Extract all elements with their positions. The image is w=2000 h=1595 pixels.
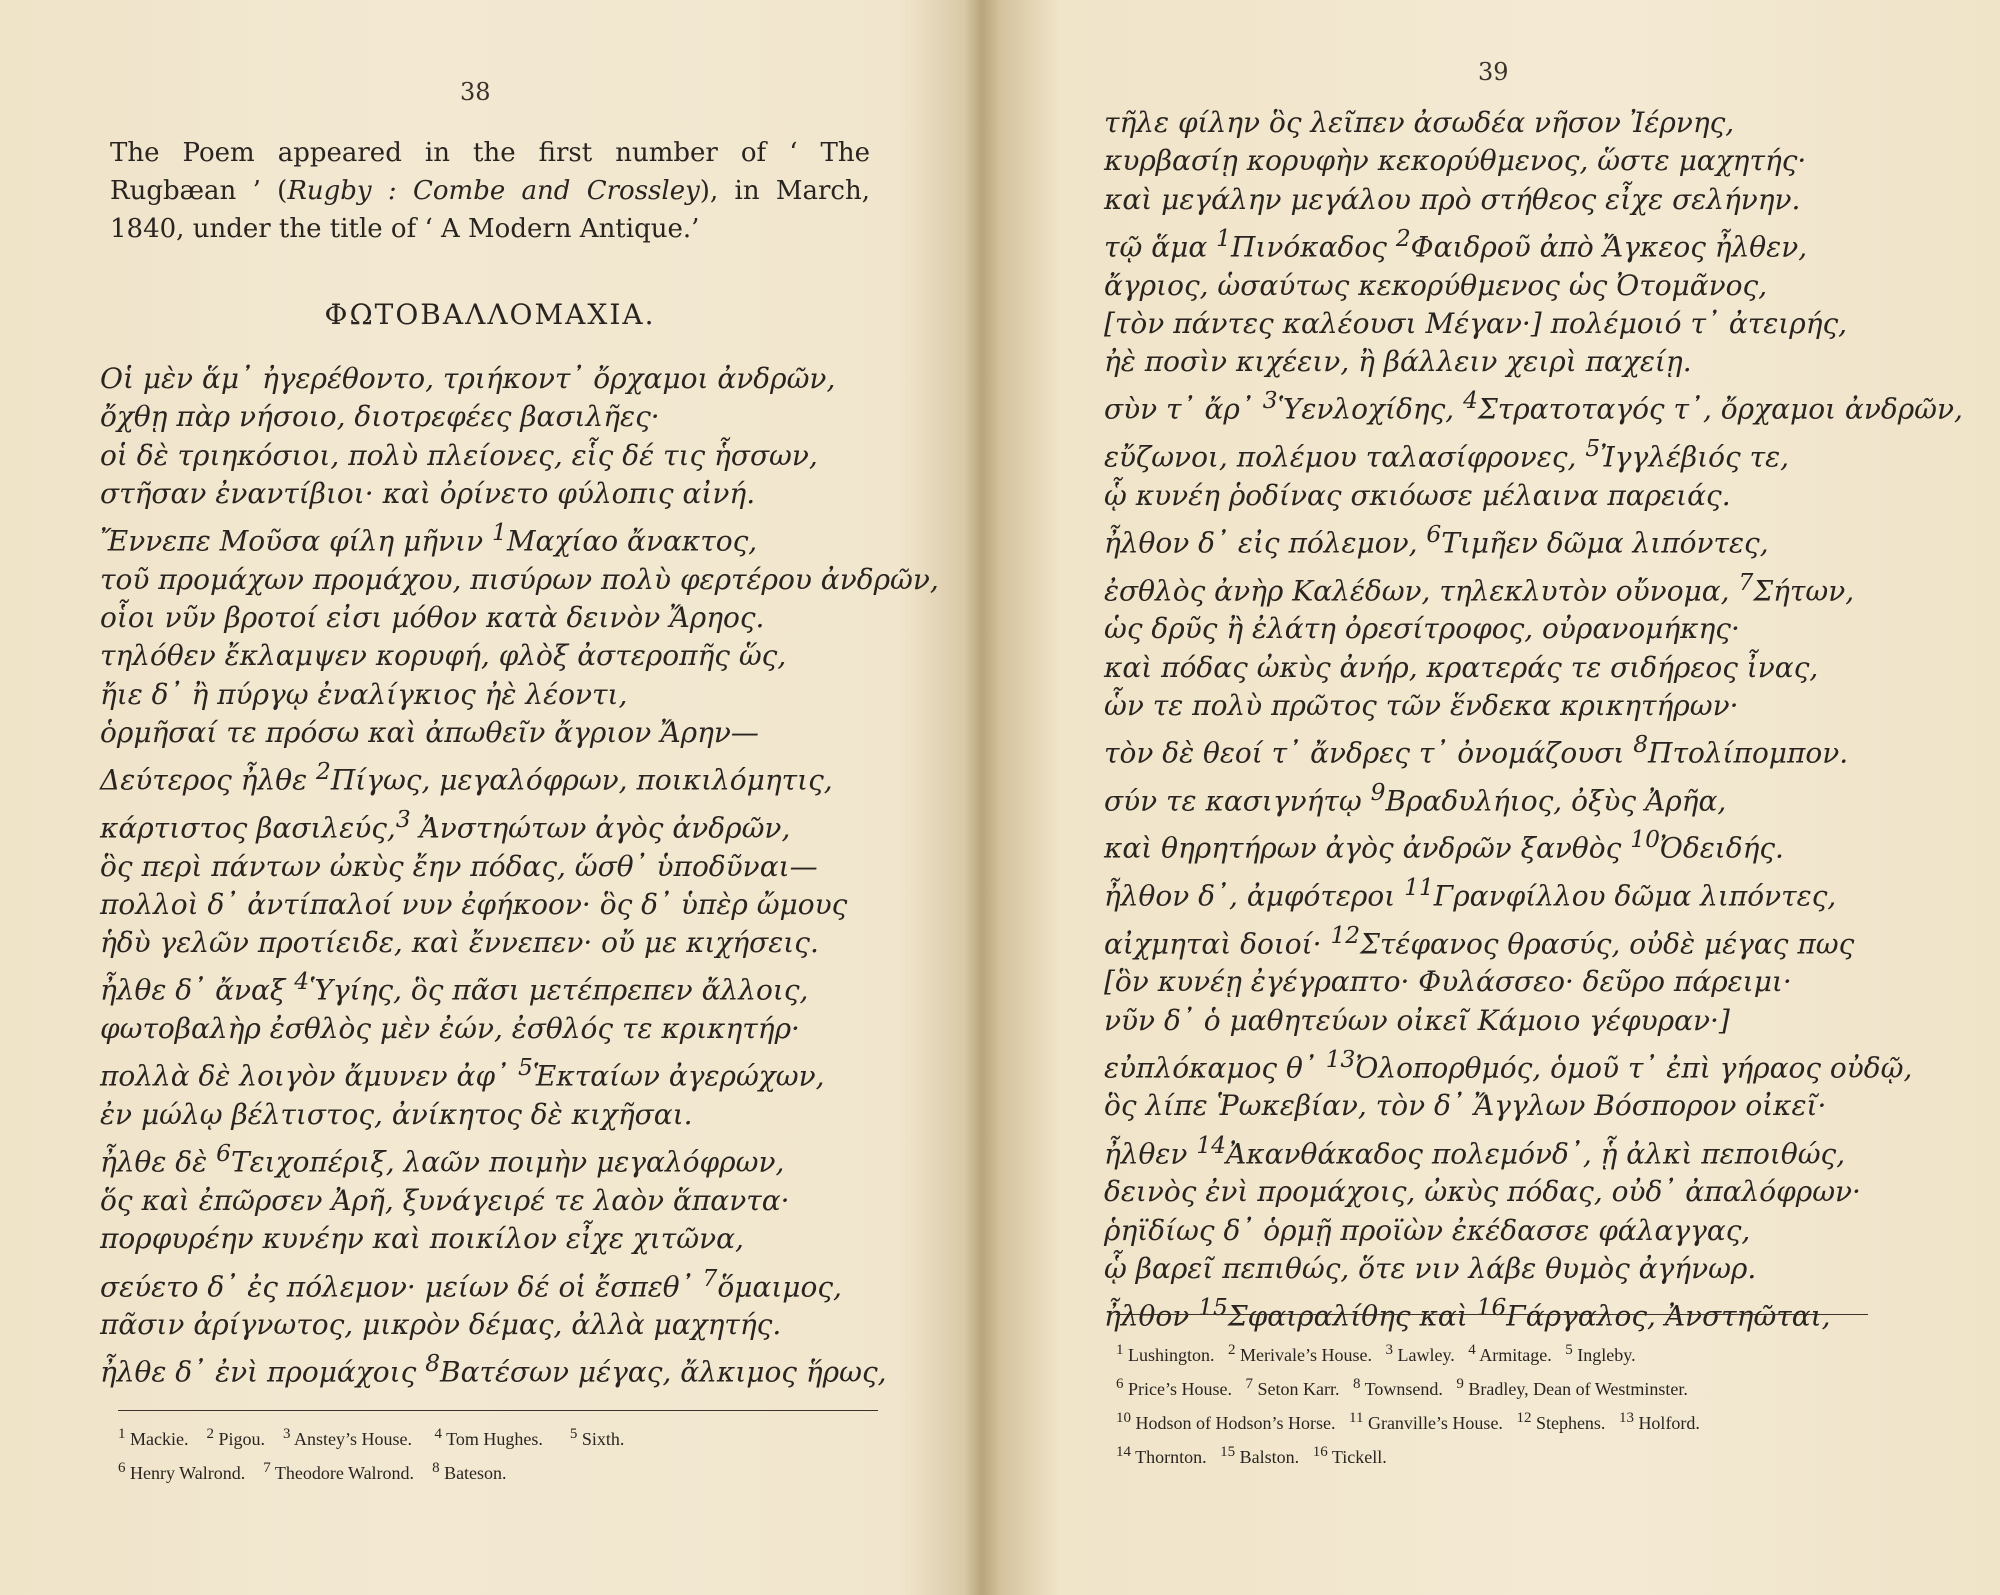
verse-line: πᾶσιν ἀρίγνωτος, μικρὸν δέμας, ἀλλὰ μαχητής.	[100, 1308, 782, 1342]
verse-line: σεύετο δ᾽ ἐς πόλεμον· μείων δέ οἱ ἔσπεθ᾽ $^7$ὅμαιμος,	[100, 1263, 842, 1303]
footnote-rule	[118, 1410, 878, 1411]
verse-line: ὁρμῆσαί τε πρόσω καὶ ἀπωθεῖν ἄγριον Ἄρην—	[100, 716, 759, 749]
verse-line: [τὸν πάντες καλέουσι Μέγαν·] πολέμοιό τ᾽ ἀτειρής,	[1104, 306, 1848, 340]
verse-line: ᾧ κυνέη ῥοδίνας σκιόωσε μέλαινα παρειάς.	[1104, 478, 1731, 512]
verse-block	[1104, 104, 1963, 1336]
verse-line: αἰχμηταὶ δοιοί· $^{12}$Στέφανος θρασύς, οὐδὲ μέγας πως	[1104, 920, 1855, 960]
poem-title: ΦΩΤΟΒΑΛΛΟΜΑΧΙΑ.	[324, 298, 656, 331]
verse-line: ἦλθε δὲ $^6$Τειχοπέριξ, λαῶν ποιμὴν μεγαλόφρων,	[100, 1139, 785, 1179]
footnote-line: $^6$ Henry Walrond. $^7$ Theodore Walrond. $^8$ Bateson.	[118, 1460, 507, 1483]
verse-line: πολλοὶ δ᾽ ἀντίπαλοί νυν ἐφήκοον· ὃς δ᾽ ὑπὲρ ὤμους	[100, 887, 848, 921]
verse-line: ὃς λίπε Ῥωκεβίαν, τὸν δ᾽ Ἄγγλων Βόσπορον οἰκεῖ·	[1104, 1089, 1827, 1123]
verse-line: ἐσθλὸς ἀνὴρ Καλέδων, τηλεκλυτὸν οὔνομα, $^7$Σήτων,	[1104, 567, 1855, 607]
verse-line: ῥηϊδίως δ᾽ ὁρμῇ προϊὼν ἐκέδασσε φάλαγγας,	[1104, 1213, 1751, 1247]
verse-line: εὐπλόκαμος θ᾽ $^{13}$Ὀλοπορθμός, ὁμοῦ τ᾽ ἐπὶ γήραος οὐδῷ,	[1104, 1044, 1913, 1085]
verse-line: τοῦ προμάχων προμάχου, πισύρων πολὺ φερτέρου ἀνδρῶν,	[100, 562, 939, 596]
page-number: 39	[1478, 58, 1509, 86]
verse-line: δεινὸς ἐνὶ προμάχοις, ὠκὺς πόδας, οὐδ᾽ ἀπαλόφρων·	[1104, 1175, 1861, 1209]
intro-paragraph	[110, 134, 870, 248]
verse-line: στῆσαν ἐναντίβιοι· καὶ ὀρίνετο φύλοπις αἰνή.	[100, 476, 756, 510]
verse-line: τῆλε φίλην ὃς λεῖπεν ἀσωδέα νῆσον Ἰέρνης,	[1104, 106, 1735, 139]
footnotes	[118, 1420, 888, 1488]
verse-line: κυρβασίῃ κορυφὴν κεκορύθμενος, ὥστε μαχητής·	[1104, 144, 1807, 178]
verse-line: πορφυρέην κυνέην καὶ ποικίλον εἶχε χιτῶνα,	[100, 1222, 744, 1256]
verse-line: Δεύτερος ἦλθε $^2$Πίγως, μεγαλόφρων, ποικιλόμητις,	[100, 757, 833, 797]
footnote-line: $^1$ Lushington. $^2$ Merivale’s House. $^3$ Lawley. $^4$ Armitage. $^5$ Ingleby.	[1116, 1342, 1636, 1365]
verse-line: οἱ δὲ τριηκόσιοι, πολὺ πλείονες, εἷς δέ τις ἧσσων,	[100, 438, 818, 472]
verse-line: ἦλθον δ᾽, ἀμφότεροι $^{11}$Γρανφίλλου δῶμα λιπόντες,	[1104, 872, 1837, 913]
verse-line: ὡς δρῦς ἢ ἐλάτη ὀρεσίτροφος, οὐρανομήκης·	[1104, 612, 1740, 646]
verse-line: ὅς καὶ ἐπῶρσεν Ἀρῆ, ξυνάγειρέ τε λαὸν ἅπαντα·	[100, 1183, 790, 1217]
verse-line: τῷ ἅμα $^1$Πινόκαδος $^2$Φαιδροῦ ἀπὸ Ἄγκεος ἦλθεν,	[1104, 223, 1808, 264]
verse-line: καὶ θηρητήρων ἀγὸς ἀνδρῶν ξανθὸς $^{10}$Ὀδειδής.	[1104, 825, 1784, 865]
verse-line: τὸν δὲ θεοί τ᾽ ἄνδρες τ᾽ ὀνομάζουσι $^8$Πτολίπομπον.	[1104, 730, 1849, 770]
verse-line: φωτοβαλὴρ ἐσθλὸς μὲν ἐών, ἐσθλός τε κρικητήρ·	[100, 1012, 800, 1046]
verse-line: [ὃν κυνέῃ ἐγέγραπτο· Φυλάσσεο· δεῦρο πάρειμι·	[1104, 965, 1792, 999]
verse-line: ἤιε δ᾽ ἢ πύργῳ ἐναλίγκιος ἠὲ λέοντι,	[100, 677, 628, 711]
footnotes	[1116, 1336, 1886, 1472]
verse-line: ὃς περὶ πάντων ὠκὺς ἔην πόδας, ὥσθ᾽ ὑποδῦναι—	[100, 849, 818, 883]
verse-line: Ἔννεπε Μοῦσα φίλη μῆνιν $^1$Μαχίαο ἄνακτος,	[100, 518, 758, 558]
footnote-rule	[1116, 1314, 1868, 1315]
verse-line: ἡδὺ γελῶν προτίειδε, καὶ ἔννεπεν· οὔ με κιχήσεις.	[100, 926, 819, 960]
verse-line: πολλὰ δὲ λοιγὸν ἄμυνεν ἀφ᾽ $^5$Ἑκταίων ἀγερώχων,	[100, 1053, 825, 1093]
footnote-line: $^{10}$ Hodson of Hodson’s Horse. $^{11}$ Granville’s House. $^{12}$ Stephens. $^{13}$ Holford.	[1116, 1410, 1700, 1433]
verse-line: Οἱ μὲν ἅμ᾽ ἠγερέθοντο, τριήκοντ᾽ ὄρχαμοι ἀνδρῶν,	[100, 362, 836, 395]
footnote-line: $^{14}$ Thornton. $^{15}$ Balston. $^{16}$ Tickell.	[1116, 1444, 1387, 1467]
verse-line: ἠὲ ποσὶν κιχέειν, ἢ βάλλειν χειρὶ παχείῃ.	[1104, 345, 1692, 379]
verse-line: ἦλθε δ᾽ ἄναξ $^4$Ὑγίης, ὃς πᾶσι μετέπρεπεν ἄλλοις,	[100, 967, 809, 1007]
verse-block	[100, 360, 939, 1392]
left-page	[0, 0, 975, 1595]
verse-line: σύν τε κασιγνήτῳ $^9$Βραδυλήιος, ὀξὺς Ἀρῆα,	[1104, 777, 1727, 818]
verse-line: νῦν δ᾽ ὁ μαθητεύων οἰκεῖ Κάμοιο γέφυραν·]	[1104, 1003, 1730, 1037]
footnote-line: $^6$ Price’s House. $^7$ Seton Karr. $^8$ Townsend. $^9$ Bradley, Dean of Westminster.	[1116, 1376, 1688, 1399]
page-number: 38	[460, 78, 491, 106]
footnote-line: $^1$ Mackie. $^2$ Pigou. $^3$ Anstey’s House. $^4$ Tom Hughes. $^5$ Sixth.	[118, 1426, 625, 1449]
verse-line: ἦλθον δ᾽ εἰς πόλεμον, $^6$Τιμῆεν δῶμα λιπόντες,	[1104, 519, 1769, 560]
verse-line: καὶ μεγάλην μεγάλου πρὸ στήθεος εἶχε σελήνην.	[1104, 182, 1801, 216]
right-page	[1000, 0, 2000, 1595]
verse-line: ἐν μώλῳ βέλτιστος, ἀνίκητος δὲ κιχῆσαι.	[100, 1097, 693, 1131]
verse-line: οἷοι νῦν βροτοί εἰσι μόθον κατὰ δεινὸν Ἄρηος.	[100, 601, 765, 635]
verse-line: ἦλθε δ᾽ ἐνὶ προμάχοις $^8$Βατέσων μέγας, ἄλκιμος ἥρως,	[100, 1349, 887, 1389]
verse-line: ἦλθεν $^{14}$Ἀκανθάκαδος πολεμόνδ᾽, ᾗ ἀλκὶ πεποιθώς,	[1104, 1130, 1846, 1171]
intro-text: The Poem appeared in the first number of ‘ The Rugbæan ’ (Rugby : Combe and Crossley), in March, 1840, under the title of ‘ A Modern Antique.’	[110, 138, 871, 244]
verse-line: ᾧ βαρεῖ πεπιθώς, ὅτε νιν λάβε θυμὸς ἀγήνωρ.	[1104, 1251, 1757, 1285]
verse-line: καὶ πόδας ὠκὺς ἀνήρ, κρατεράς τε σιδήρεος ἶνας,	[1104, 650, 1819, 684]
verse-line: εὔζωνοι, πολέμου ταλασίφρονες, $^5$Ἰγγλέβιός τε,	[1104, 434, 1790, 474]
verse-line: τηλόθεν ἔκλαμψεν κορυφή, φλὸξ ἀστεροπῆς ὥς,	[100, 639, 787, 673]
verse-line: ἄγριος, ὡσαύτως κεκορύθμενος ὡς Ὀτομᾶνος,	[1104, 268, 1768, 302]
verse-line: ὄχθῃ πὰρ νήσοιο, διοτρεφέες βασιλῆες·	[100, 400, 660, 434]
verse-line: ὧν τε πολὺ πρῶτος τῶν ἕνδεκα κρικητήρων·	[1104, 688, 1739, 722]
verse-line: ἦλθον $^{15}$Σφαιραλίθης καὶ $^{16}$Γάργαλος, Ἀνστηῶται,	[1104, 1293, 1831, 1333]
verse-line: σὺν τ᾽ ἄρ᾽ $^3$Ὑενλοχίδης, $^4$Στρατοταγός τ᾽, ὄρχαμοι ἀνδρῶν,	[1104, 386, 1963, 426]
verse-line: κάρτιστος βασιλεύς,$^3$ Ἀνστηώτων ἀγὸς ἀνδρῶν,	[100, 804, 791, 845]
